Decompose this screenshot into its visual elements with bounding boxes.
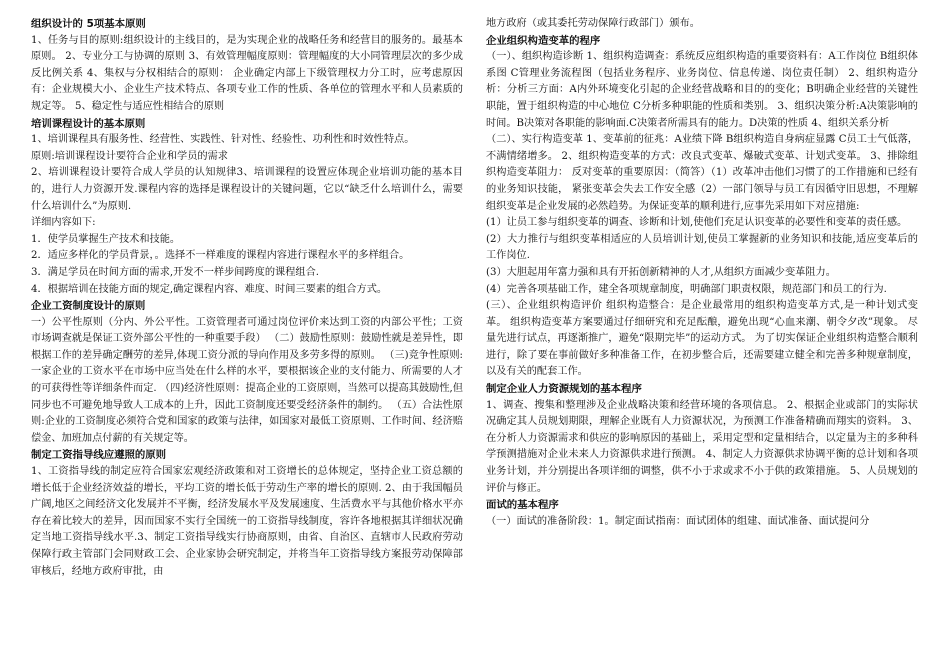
- section-heading: 企业组织构造变革的程序: [486, 34, 601, 47]
- paragraph: 1．使学员掌握生产技术和技能。: [31, 233, 181, 245]
- section-heading: 企业工资制度设计的原则: [31, 300, 146, 313]
- paragraph: (2）大力推行与组织变革相适应的人员培训计划,使员工掌握新的业务知识和技能,适应变革后的工作岗位.: [486, 233, 918, 262]
- paragraph: 1、培训课程具有服务性、经营性、实践性、针对性、经验性、功利性和时效性特点。: [31, 134, 415, 146]
- paragraph: (三）、企业组织构造评价 组织构造整合：是企业最常用的组织构造变革方式,是一种计划式变革。 组织构造变革方案要通过仔细研究和充足酝酿，避免出现“心血来潮、朝令夕改”现象。 尽量先进行试点，再逐渐推广，避免“限期完毕”的运动方式。 为了切实保证企业组织构造整合顺利进行，除了要在事前做好多种准备工作，在初步整合后，还需要建立健全和完善多种规章制度，以及有关的配套工作。: [486, 300, 918, 378]
- right-column: [486, 16, 918, 672]
- left-column: [31, 16, 463, 672]
- section-heading: 制定企业人力资源规划的基本程序: [486, 383, 642, 396]
- paragraph: 4．根据培训在技能方面的规定,确定课程内容、难度、时间三要素的组合方式。: [31, 283, 388, 295]
- paragraph: (3）大胆起用年富力强和具有开拓创新精神的人才,从组织方面减少变革阻力。: [486, 266, 836, 278]
- section-heading: 面试的基本程序: [486, 499, 559, 512]
- paragraph: (4）完善各项基础工作，建全各项规章制度，明确部门职责权限，规范部门和员工的行为.: [486, 283, 887, 295]
- paragraph: 一）公平性原则（分内、外公平性。工资管理者可通过岗位评价来达到工资的内部公平性；工资市场调查就是保证工资外部公平性的一种重要手段） （二）鼓励性原则：鼓励性就是差异性，即根据工作的差异确定酬劳的差异,体现工资分派的导向作用及多劳多得的原则。 （三)竞争性原则:一家企业的工资水平在市场中应当处在什么样的水平，要根据该企业的支付能力、所需要的人才的可获得性等详细条件而定. （四)经济性原则：提高企业的工资原则，当然可以提高其鼓励性,但同步也不可避免地导致人工成本的上升，因此工资制度还要受经济条件的制约。 （五）合法性原则:企业的工资制度必须符合党和国家的政策与法律，如国家对最低工资原则、工作时间、经济赔偿金、加班加点付薪的有关规定等。: [31, 316, 463, 444]
- paragraph: 3．满足学员在时间方面的需求,开发不一样步间跨度的课程组合.: [31, 266, 320, 278]
- section-heading: 培训课程设计的基本原则: [31, 117, 146, 130]
- paragraph: 1、工资指导线的制定应符合国家宏观经济政策和对工资增长的总体规定，坚持企业工资总额的增长低于企业经济效益的增长，平均工资的增长低于劳动生产率的增长的原则. 2、由于我国幅员广阔,地区之间经济文化发展并不平衡，经济发展水平及发展速度、生活费水平与其他价格水平亦存在着比较大的差异，因而国家不实行全国统一的工资指导线制度，容许各地根据其详细状况确定当地工资指导线水平.3、制定工资指导线实行协商原则，由省、自治区、直辖市人民政府劳动保障行政主管部门会同财政工会、企业家协会研究制定，并将当年工资指导线方案报劳动保障部审核后，经地方政府审批，由: [31, 466, 463, 577]
- paragraph: （一）面试的准备阶段：1。制定面试指南：面试团体的组建、面试准备、面试提问分: [486, 515, 870, 527]
- paragraph: 1、任务与目的原则:组织设计的主线目的，是为实现企业的战略任务和经营目的服务的。最基本原则。 2、专业分工与协调的原则 3、有效管理幅度原则：管理幅度的大小同管理层次的多少成反比例关系 4、集权与分权相结合的原则： 企业确定内部上下级管理权力分工时，应考虑原因有：企业规模大小、企业生产技术特点、各项专业工作的性质、各单位的管理水平和人员素质的规定等。 5、稳定性与适应性相结合的原则: [31, 34, 463, 112]
- paragraph: 详细内容如下:: [31, 217, 96, 229]
- paragraph: 2．适应多样化的学员背景，。选择不一样难度的课程内容进行课程水平的多样组合。: [31, 250, 410, 262]
- paragraph: 地方政府（或其委托劳动保障行政部门）颁布。: [486, 18, 700, 29]
- paragraph: （二）、实行构造变革 1、变革前的征兆：A业绩下降 B组织构造自身病症显露 C员工士气低落，不满情绪增多。 2、组织构造变革的方式：改良式变革、爆破式变革、计划式变革。 3、排除组织构造变革阻力： 反对变革的重要原因：（简答）（1）改革冲击他们习惯了的工作措施和已经有的业务知识技能， 紧张变革会失去工作安全感（2）一部门领导与员工有因循守旧思想，不理解组织变革是企业发展的必然趋势。为保证变革的顺利进行,应事先采用如下对应措施:: [486, 134, 918, 212]
- paragraph: （一）、组织构造诊断 1、组织构造调查：系统反应组织构造的重要资料有：A工作岗位 B组织体系图 C管理业务流程图（包括业务程序、业务岗位、信息传递、岗位责任制） 2、组织构造分析：分析三方面：A内外环境变化引起的企业经营战略和目的的变化；B明确企业经营的关键性职能，置于组织构造的中心地位 C分析多种职能的性质和类别。 3、组织决策分析:A决策影响的时间。B决策对各职能的影响面.C决策者所需具有的能力。D决策的性质 4、组织关系分析: [486, 51, 918, 129]
- paragraph: 原则:培训课程设计要符合企业和学员的需求: [31, 150, 228, 162]
- section-heading: 制定工资指导线应遵照的原则: [31, 449, 167, 462]
- section-heading: 组织设计的 5项基本原则: [31, 18, 146, 30]
- paragraph: (1）让员工参与组织变革的调查、诊断和计划,使他们充足认识变革的必要性和变革的责任感。: [486, 217, 908, 229]
- paragraph: 2、培训课程设计要符合成人学员的认知规律3、培训课程的设置应体现企业培训功能的基本目的，进行人力资源开发.课程内容的选择是课程设计的关键问题，它以“缺乏什么培训什么，需要什么培训什么”为原则.: [31, 167, 463, 212]
- paragraph: 1、调查、搜集和整理涉及企业战略决策和经营环境的各项信息。 2、根据企业或部门的实际状况确定其人员规划期限，理解企业既有人力资源状况，为预测工作准备精确而翔实的资料。 3、在分析人力资源需求和供应的影响原因的基础上，采用定型和定量相结合，以定量为主的多种科学预测措施对企业未来人力资源供求进行预测。 4、制定人力资源供求协调平衡的总计划和各项业务计划，并分别提出各项详细的调整，供不小于求或求不小于供的政策措施。 5、人员规划的评价与修正。: [486, 399, 918, 494]
